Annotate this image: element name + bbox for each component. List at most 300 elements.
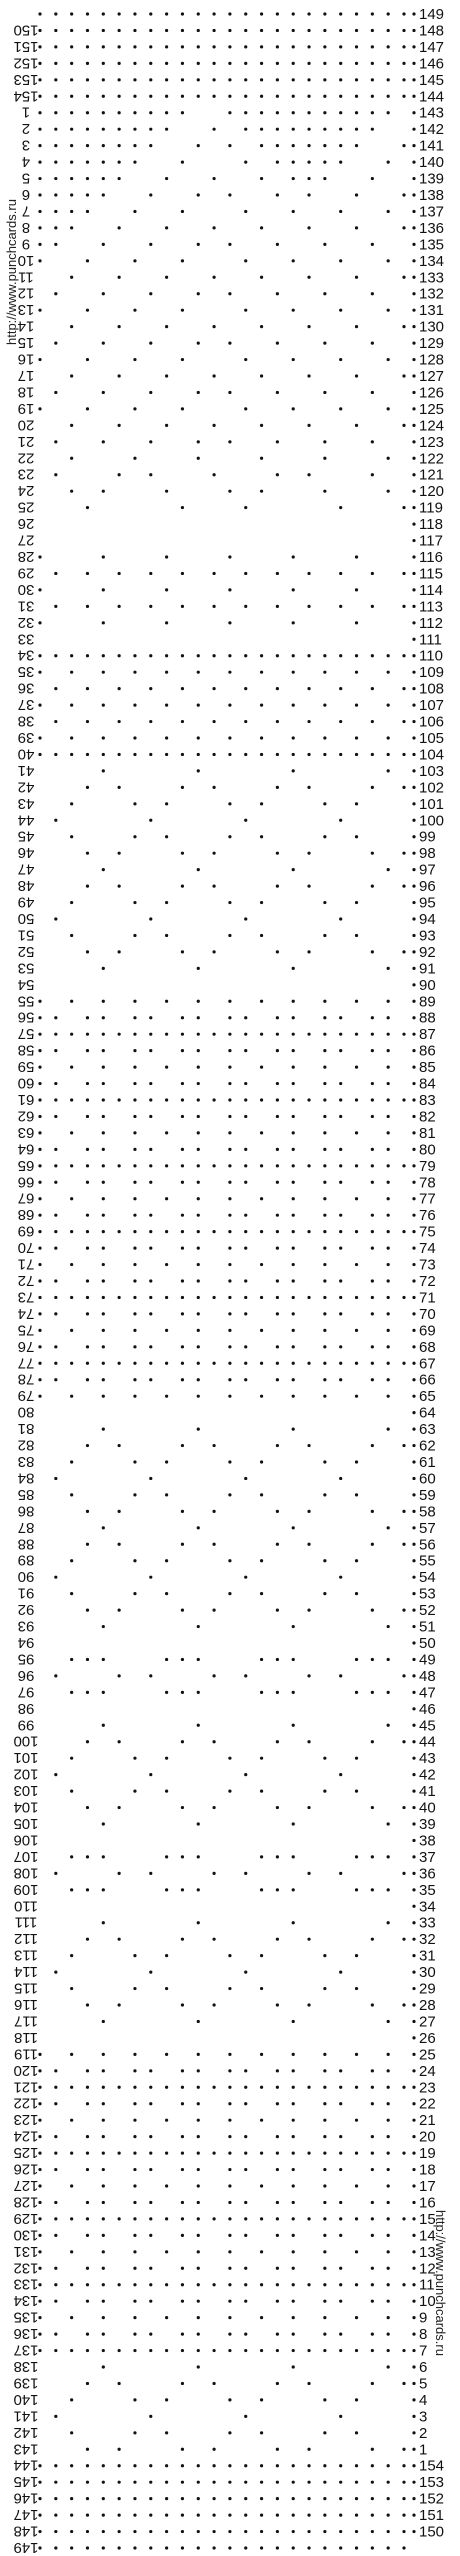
punch-hole: [86, 1312, 89, 1315]
punch-hole: [149, 2086, 152, 2089]
punch-hole: [228, 45, 231, 48]
punch-hole: [244, 2332, 247, 2335]
punch-hole: [402, 1033, 405, 1036]
row-number-right: 130: [419, 318, 445, 336]
punch-hole: [339, 572, 342, 575]
punch-hole: [371, 29, 374, 32]
punch-hole: [276, 2283, 279, 2286]
punch-hole: [323, 736, 326, 739]
punch-hole: [387, 1395, 390, 1398]
punch-hole: [228, 588, 231, 591]
punch-hole: [387, 2332, 390, 2335]
row-marker-right: [412, 917, 415, 920]
punch-hole: [323, 457, 326, 460]
punch-hole: [197, 2020, 200, 2023]
punch-hole: [355, 62, 358, 65]
punch-hole: [387, 2069, 390, 2072]
row-number-left: 94: [17, 1634, 35, 1651]
punch-hole: [54, 1312, 57, 1315]
punch-hole: [149, 1970, 152, 1973]
row-number-right: 87: [419, 1026, 436, 1044]
punch-hole: [244, 2217, 247, 2220]
punch-hole: [371, 2497, 374, 2500]
row-marker-right: [412, 736, 415, 739]
punch-hole: [244, 2415, 247, 2418]
punch-hole: [307, 374, 310, 377]
row-marker-right: [412, 2316, 415, 2319]
punch-hole: [149, 2168, 152, 2171]
row-number-left: 82: [17, 1436, 35, 1454]
punch-hole: [244, 2168, 247, 2171]
punch-hole: [244, 1576, 247, 1579]
punch-hole: [276, 2448, 279, 2451]
punch-hole: [54, 2267, 57, 2270]
punch-hole: [323, 835, 326, 838]
row-number-left: 3: [21, 136, 31, 154]
punch-hole: [212, 128, 215, 131]
punch-hole: [102, 62, 105, 65]
punch-hole: [102, 193, 105, 196]
row-marker-right: [412, 1954, 415, 1957]
punch-hole: [70, 2151, 73, 2154]
punch-hole: [355, 2398, 358, 2401]
row-marker-right: [412, 1279, 415, 1282]
row-number-left: 62: [17, 1107, 35, 1125]
punch-hole: [102, 1082, 105, 1085]
row-marker-right: [412, 2497, 415, 2500]
punch-hole: [165, 1460, 168, 1463]
punch-hole: [276, 1312, 279, 1315]
punch-hole: [387, 2102, 390, 2105]
punch-hole: [54, 111, 57, 114]
punch-hole: [54, 226, 57, 229]
row-number-left: 9: [21, 235, 31, 253]
punch-hole: [355, 1033, 358, 1036]
punch-hole: [276, 144, 279, 147]
punch-hole: [371, 572, 374, 575]
punch-hole: [371, 852, 374, 855]
row-number-right: 14: [419, 2227, 436, 2245]
punch-hole: [292, 2316, 295, 2319]
punch-hole: [371, 1658, 374, 1661]
punch-hole: [102, 2234, 105, 2237]
punch-hole: [228, 1345, 231, 1348]
punch-hole: [149, 687, 152, 690]
punch-hole: [323, 2431, 326, 2434]
punch-hole: [133, 128, 136, 131]
punch-hole: [402, 687, 405, 690]
punch-hole: [371, 753, 374, 756]
row-number-left: 12: [17, 284, 35, 302]
row-marker-right: [412, 539, 415, 542]
punch-hole: [355, 1691, 358, 1694]
punch-hole: [86, 1214, 89, 1217]
punch-hole: [387, 1888, 390, 1891]
punch-hole: [260, 2513, 263, 2516]
punch-hole: [292, 1691, 295, 1694]
punch-hole: [402, 62, 405, 65]
punch-hole: [133, 309, 136, 312]
punch-hole: [212, 2546, 215, 2549]
punch-hole: [339, 1033, 342, 1036]
punch-hole: [387, 654, 390, 657]
row-number-right: 13: [419, 2243, 436, 2261]
punch-hole: [260, 144, 263, 147]
punch-hole: [276, 2234, 279, 2237]
punch-hole: [355, 2250, 358, 2253]
punch-hole: [54, 1362, 57, 1365]
punch-hole: [244, 753, 247, 756]
row-marker-right: [412, 210, 415, 213]
punch-hole: [276, 687, 279, 690]
punch-hole: [323, 1000, 326, 1003]
punch-hole: [307, 1938, 310, 1941]
row-number-right: 144: [419, 88, 445, 106]
row-number-right: 127: [419, 368, 445, 385]
punch-hole: [228, 1230, 231, 1233]
punch-hole: [149, 1279, 152, 1282]
row-number-left: 84: [17, 1469, 35, 1487]
row-number-left: 63: [17, 1123, 35, 1141]
punch-hole: [181, 1115, 184, 1118]
punch-hole: [276, 2151, 279, 2154]
punch-hole: [86, 1608, 89, 1611]
punch-hole: [86, 1098, 89, 1101]
punch-hole: [307, 654, 310, 657]
punch-hole: [260, 1098, 263, 1101]
punch-hole: [260, 2119, 263, 2122]
punch-hole: [38, 144, 41, 147]
row-marker-right: [412, 407, 415, 410]
punch-hole: [292, 111, 295, 114]
punch-hole: [38, 1082, 41, 1085]
row-marker-right: [412, 1625, 415, 1628]
punch-hole: [355, 555, 358, 558]
punch-hole: [371, 1181, 374, 1184]
punch-hole: [355, 1493, 358, 1496]
punch-hole: [118, 424, 121, 427]
punch-hole: [197, 1329, 200, 1332]
punch-hole: [133, 1214, 136, 1217]
punch-hole: [149, 1181, 152, 1184]
punch-hole: [292, 1921, 295, 1924]
row-number-left: 72: [17, 1272, 35, 1289]
row-number-right: 96: [419, 878, 436, 896]
row-marker-right: [412, 1181, 415, 1184]
punch-hole: [70, 78, 73, 81]
punch-hole: [70, 835, 73, 838]
punch-hole: [260, 2151, 263, 2154]
punch-hole: [276, 2135, 279, 2138]
row-number-left: 53: [17, 959, 35, 977]
row-marker-right: [412, 703, 415, 706]
punch-hole: [212, 2448, 215, 2451]
punch-hole: [70, 1691, 73, 1694]
punch-hole: [371, 128, 374, 131]
punch-hole: [323, 29, 326, 32]
punch-hole: [244, 210, 247, 213]
punch-hole: [165, 753, 168, 756]
row-number-left: 30: [17, 580, 35, 598]
punch-hole: [402, 2497, 405, 2500]
punch-hole: [133, 1789, 136, 1792]
punch-hole: [133, 1131, 136, 1134]
punch-hole: [387, 1921, 390, 1924]
punch-hole: [323, 1098, 326, 1101]
punch-hole: [387, 1427, 390, 1430]
punch-hole: [38, 128, 41, 131]
punch-hole: [228, 1033, 231, 1036]
punch-hole: [197, 2250, 200, 2253]
row-marker-right: [412, 276, 415, 279]
punch-hole: [212, 2513, 215, 2516]
punch-hole: [118, 2546, 121, 2549]
punch-hole: [260, 671, 263, 674]
punch-hole: [86, 45, 89, 48]
row-number-left: 19: [17, 399, 35, 417]
punch-hole: [307, 1296, 310, 1299]
punch-hole: [54, 12, 57, 15]
punch-hole: [339, 2102, 342, 2105]
row-marker-right: [412, 374, 415, 377]
punch-hole: [276, 1230, 279, 1233]
punch-hole: [102, 111, 105, 114]
row-number-left: 81: [17, 1420, 35, 1438]
punch-hole: [133, 1197, 136, 1200]
punch-hole: [307, 2217, 310, 2220]
punch-hole: [133, 1263, 136, 1266]
punch-hole: [54, 2102, 57, 2105]
punch-hole: [102, 29, 105, 32]
punch-hole: [228, 1279, 231, 1282]
punch-hole: [181, 1230, 184, 1233]
punch-hole: [371, 2168, 374, 2171]
punch-hole: [339, 2201, 342, 2204]
punch-hole: [54, 654, 57, 657]
punch-hole: [402, 1444, 405, 1447]
row-marker-right: [412, 2349, 415, 2352]
punch-hole: [197, 440, 200, 443]
punch-hole: [323, 2135, 326, 2138]
punch-hole: [197, 1724, 200, 1727]
punch-hole: [38, 358, 41, 361]
punch-hole: [118, 1033, 121, 1036]
punch-hole: [212, 2530, 215, 2533]
punch-hole: [355, 325, 358, 328]
punch-hole: [387, 78, 390, 81]
punch-hole: [197, 29, 200, 32]
punch-hole: [54, 1674, 57, 1677]
punch-hole: [355, 1987, 358, 1990]
punch-hole: [323, 12, 326, 15]
punch-hole: [260, 802, 263, 805]
punch-hole: [181, 884, 184, 887]
punch-hole: [102, 2481, 105, 2484]
row-number-right: 23: [419, 2079, 436, 2097]
punch-hole: [387, 259, 390, 262]
row-number-left: 131: [13, 2242, 39, 2260]
punch-hole: [149, 2415, 152, 2418]
row-number-left: 57: [17, 1025, 35, 1043]
row-marker-right: [412, 1098, 415, 1101]
punch-hole: [133, 1033, 136, 1036]
punch-hole: [276, 1098, 279, 1101]
punch-hole: [387, 45, 390, 48]
punch-hole: [70, 1065, 73, 1068]
punch-hole: [276, 1888, 279, 1891]
punch-hole: [292, 1098, 295, 1101]
punch-hole: [70, 2250, 73, 2253]
punch-hole: [102, 1164, 105, 1167]
punch-hole: [292, 1214, 295, 1217]
punch-hole: [276, 2267, 279, 2270]
punch-hole: [371, 95, 374, 98]
row-number-left: 23: [17, 465, 35, 483]
punch-hole: [276, 128, 279, 131]
punch-hole: [355, 1954, 358, 1957]
row-number-left: 98: [17, 1699, 35, 1717]
punch-hole: [197, 292, 200, 295]
row-number-right: 38: [419, 1832, 436, 1850]
punch-hole: [292, 2513, 295, 2516]
row-number-right: 102: [419, 779, 445, 797]
punch-hole: [133, 1757, 136, 1760]
punch-hole: [292, 1033, 295, 1036]
row-marker-right: [412, 1477, 415, 1480]
punch-hole: [228, 1246, 231, 1249]
punch-hole: [149, 917, 152, 920]
row-number-left: 75: [17, 1321, 35, 1339]
row-number-right: 107: [419, 697, 445, 715]
punch-hole: [307, 128, 310, 131]
punch-hole: [323, 2513, 326, 2516]
punch-hole: [292, 2283, 295, 2286]
punch-hole: [276, 605, 279, 608]
punch-hole: [323, 2546, 326, 2549]
punch-hole: [102, 160, 105, 163]
punch-hole: [307, 2513, 310, 2516]
row-number-right: 103: [419, 762, 445, 780]
punch-hole: [339, 2217, 342, 2220]
punch-hole: [323, 671, 326, 674]
row-number-left: 117: [14, 2012, 38, 2030]
punch-hole: [228, 1016, 231, 1019]
punch-hole: [244, 1674, 247, 1677]
punch-hole: [54, 2069, 57, 2072]
punch-hole: [307, 852, 310, 855]
punch-hole: [181, 2513, 184, 2516]
punch-hole: [323, 2069, 326, 2072]
punch-hole: [54, 1378, 57, 1381]
punch-hole: [307, 1230, 310, 1233]
row-marker-right: [412, 1608, 415, 1611]
punch-hole: [70, 1757, 73, 1760]
punch-hole: [228, 1098, 231, 1101]
punch-hole: [371, 2530, 374, 2533]
punch-hole: [133, 457, 136, 460]
punch-hole: [276, 1608, 279, 1611]
punch-hole: [102, 490, 105, 493]
punch-hole: [228, 440, 231, 443]
punch-hole: [102, 1345, 105, 1348]
punch-hole: [292, 1016, 295, 1019]
punch-hole: [355, 2151, 358, 2154]
punch-hole: [228, 2053, 231, 2056]
punch-hole: [260, 1230, 263, 1233]
punch-hole: [339, 1181, 342, 1184]
row-number-left: 11: [18, 268, 34, 286]
punch-hole: [212, 2349, 215, 2352]
punch-hole: [86, 2382, 89, 2385]
punch-hole: [181, 45, 184, 48]
punch-hole: [276, 2332, 279, 2335]
punch-hole: [149, 572, 152, 575]
punch-hole: [355, 1855, 358, 1858]
row-numbers-left: [13, 21, 38, 2556]
punch-hole: [181, 2283, 184, 2286]
punch-hole: [38, 1230, 41, 1233]
punch-hole: [276, 2300, 279, 2303]
punch-hole: [292, 2546, 295, 2549]
punch-hole: [402, 193, 405, 196]
punch-hole: [228, 1082, 231, 1085]
row-marker-right: [412, 1559, 415, 1562]
punch-hole: [70, 2316, 73, 2319]
row-number-right: 65: [419, 1388, 436, 1406]
punch-hole: [212, 45, 215, 48]
row-number-right: 2: [419, 2424, 428, 2442]
row-number-right: 39: [419, 1816, 436, 1833]
punch-hole: [212, 572, 215, 575]
punch-hole: [371, 2283, 374, 2286]
row-marker-right: [412, 2481, 415, 2484]
row-marker-right: [412, 1757, 415, 1760]
row-marker-right: [412, 2036, 415, 2039]
punch-hole: [118, 572, 121, 575]
punch-hole: [197, 736, 200, 739]
punch-hole: [307, 276, 310, 279]
punch-hole: [102, 2119, 105, 2122]
punch-hole: [244, 2349, 247, 2352]
punch-hole: [260, 2086, 263, 2089]
punch-hole: [212, 950, 215, 953]
punch-hole: [118, 95, 121, 98]
punch-hole: [276, 341, 279, 344]
punch-hole: [212, 62, 215, 65]
punch-hole: [371, 440, 374, 443]
punch-hole: [212, 2151, 215, 2154]
punch-hole: [292, 1296, 295, 1299]
row-marker-right: [412, 1460, 415, 1463]
punch-hole: [260, 2398, 263, 2401]
row-number-left: 8: [21, 218, 31, 236]
row-marker-right: [412, 2135, 415, 2138]
punch-hole: [102, 341, 105, 344]
punch-hole: [133, 160, 136, 163]
punch-hole: [323, 2053, 326, 2056]
punch-hole: [371, 605, 374, 608]
punch-hole: [260, 1460, 263, 1463]
punch-hole: [165, 2497, 168, 2500]
row-marker-right: [412, 2003, 415, 2006]
punch-hole: [86, 1510, 89, 1513]
punch-hole: [197, 2464, 200, 2467]
punch-hole: [355, 1164, 358, 1167]
punch-hole: [149, 2283, 152, 2286]
punch-hole: [181, 1164, 184, 1167]
punch-hole: [102, 1263, 105, 1266]
punch-hole: [339, 2513, 342, 2516]
